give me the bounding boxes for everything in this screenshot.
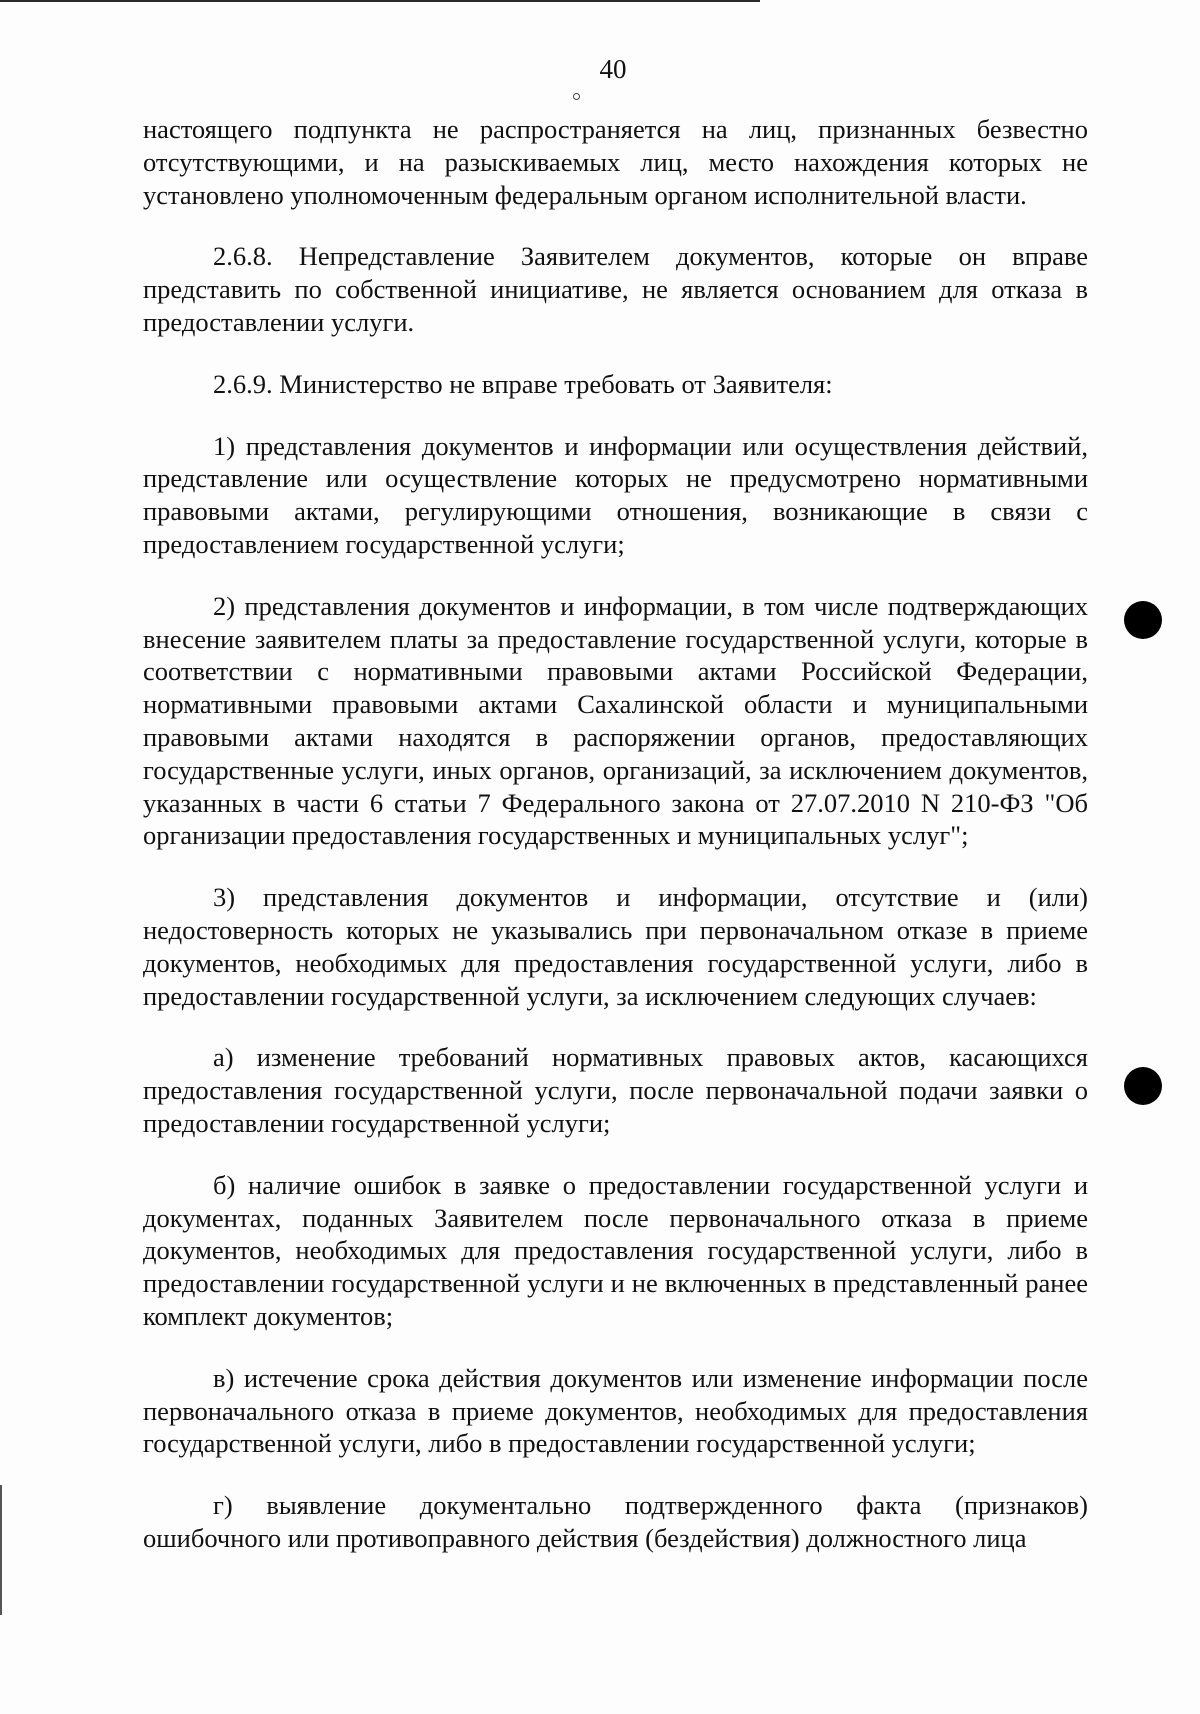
list-item-2: 2) представления документов и информации, в том числе подтверждающих внесение заявителем платы за предоставление государственной услуги, которые в соответствии с нормативными правовыми актами Российской Федерации, нормативными правовыми актами Сахалинской области и муниципальными правовыми актами находятся в распоряжении органов, предоставляющих государственные услуги, иных органов, организаций, за исключением документов, указанных в части 6 статьи 7 Федерального закона от 27.07.2010 N 210-ФЗ "Об организации предоставления государственных и муниципальных услуг"; bbox=[143, 590, 1088, 851]
sub-item-g: г) выявление документально подтвержденного факта (признаков) ошибочного или противоправного действия (бездействия) должностного лица bbox=[143, 1490, 1088, 1553]
sub-item-v: в) истечение срока действия документов или изменение информации после первоначального отказа в приеме документов, необходимых для предоставления государственной услуги, либо в предоставлении государственной услуги; bbox=[143, 1362, 1088, 1459]
list-item-3: 3) представления документов и информации, отсутствие и (или) недостоверность которых не указывались при первоначальном отказе в приеме документов, необходимых для предоставления государственной услуги, либо в предоставлении государственной услуги, за исключением следующих случаев: bbox=[143, 882, 1088, 1011]
scan-left-edge bbox=[0, 1485, 2, 1615]
paragraph-2-6-8: 2.6.8. Непредставление Заявителем документов, которые он вправе представить по собственной инициативе, не является основанием для отказа в предоставлении услуги. bbox=[143, 241, 1088, 337]
sub-item-a: а) изменение требований нормативных правовых актов, касающихся предоставления государственной услуги, после первоначальной подачи заявки о предоставлении государственной услуги; bbox=[143, 1042, 1088, 1138]
page-number: 40 bbox=[599, 54, 627, 84]
document-body bbox=[143, 113, 1088, 1555]
scan-speck-mark bbox=[573, 93, 580, 100]
list-item-1: 1) представления документов и информации или осуществления действий, представление или осуществление которых не предусмотрено нормативными правовыми актами, регулирующими отношения, возникающие в связи с предоставлением государственной услуги; bbox=[143, 430, 1088, 559]
sub-item-b: б) наличие ошибок в заявке о предоставлении государственной услуги и документах, поданных Заявителем после первоначального отказа в приеме документов, необходимых для предоставления государственной услуги, либо в предоставлении государственной услуги и не включенных в представленный ранее комплект документов; bbox=[143, 1169, 1088, 1331]
paragraph-2-6-9: 2.6.9. Министерство не вправе требовать от Заявителя: bbox=[213, 368, 833, 399]
punch-hole-icon bbox=[1124, 1067, 1162, 1105]
punch-hole-icon bbox=[1124, 601, 1162, 639]
paragraph-continuation: настоящего подпункта не распространяется на лиц, признанных безвестно отсутствующими, и на разыскиваемых лиц, место нахождения которых не установлено уполномоченным федеральным органом исполнительной власти. bbox=[143, 114, 1088, 210]
scan-top-edge bbox=[0, 0, 760, 2]
